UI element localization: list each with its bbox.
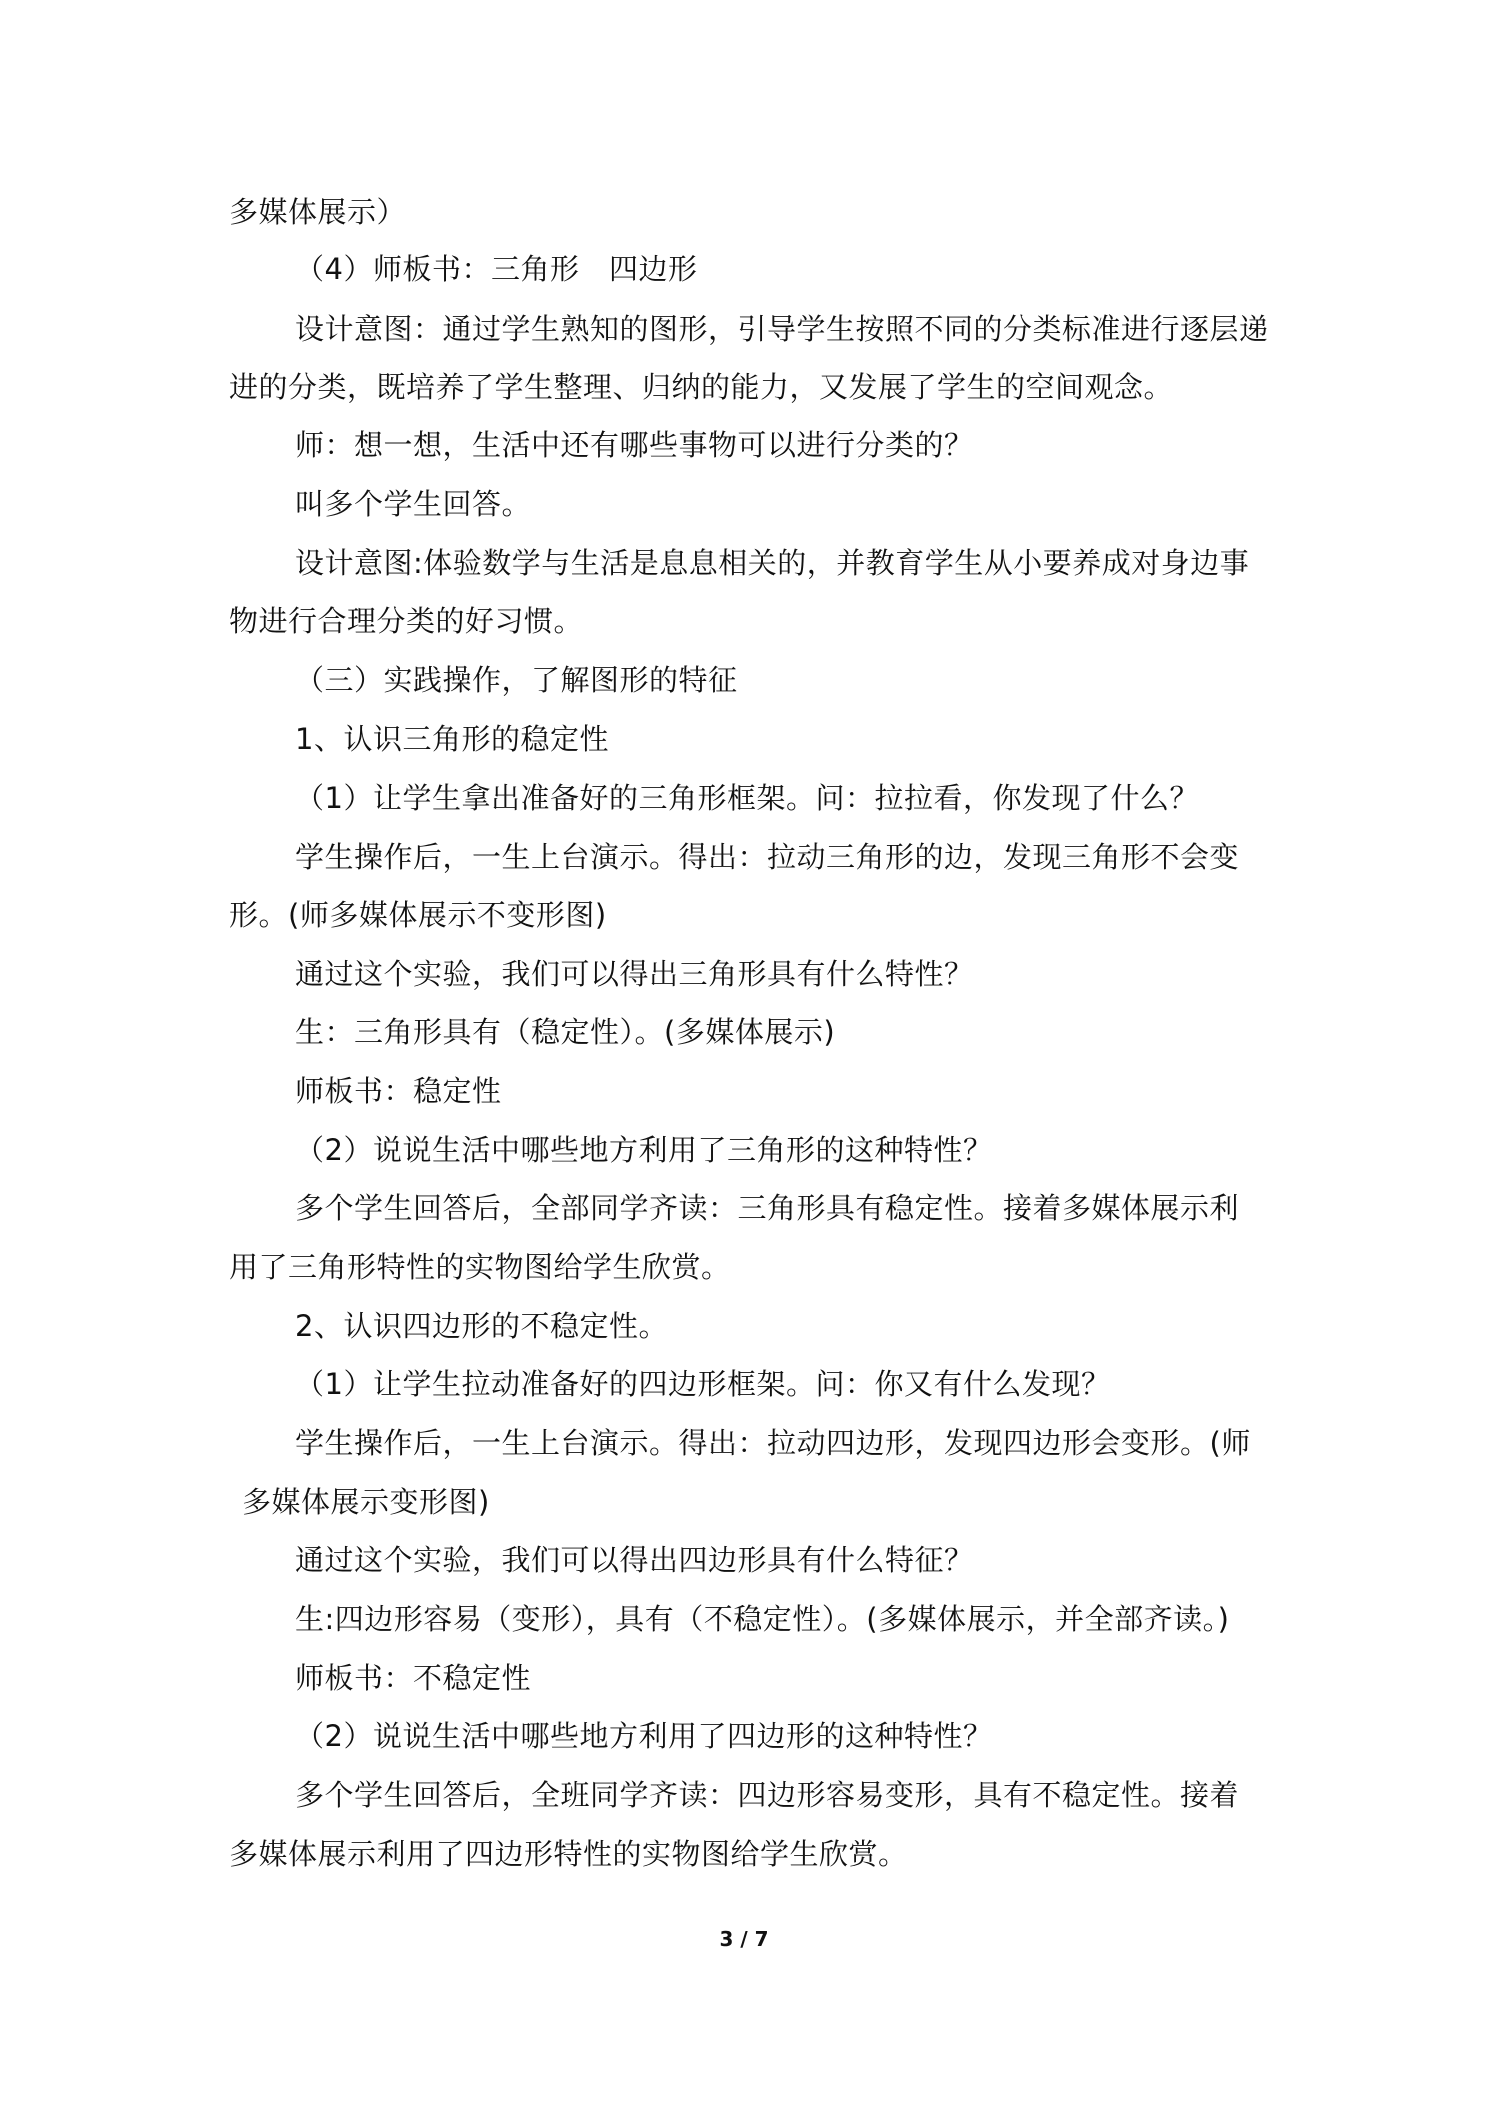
text-line: 生：三角形具有（稳定性）。(多媒体展示)	[295, 1015, 836, 1049]
text-line: 多媒体展示利用了四边形特性的实物图给学生欣赏。	[229, 1837, 908, 1871]
text-line: 通过这个实验，我们可以得出四边形具有什么特征？	[295, 1543, 974, 1577]
text-line: （1）让学生拉动准备好的四边形框架。问：你又有什么发现？	[295, 1367, 1111, 1401]
text-line: （1）让学生拿出准备好的三角形框架。问：拉拉看，你发现了什么？	[295, 781, 1199, 815]
text-line: 通过这个实验，我们可以得出三角形具有什么特性？	[295, 957, 974, 991]
text-line: 多媒体展示变形图)	[242, 1485, 490, 1519]
text-line: 多媒体展示）	[229, 195, 407, 229]
text-line: （2）说说生活中哪些地方利用了三角形的这种特性？	[295, 1133, 993, 1167]
text-line: 设计意图:体验数学与生活是息息相关的，并教育学生从小要养成对身边事	[295, 546, 1250, 580]
text-line: 生:四边形容易（变形），具有（不稳定性）。(多媒体展示，并全部齐读。)	[295, 1602, 1230, 1636]
section-heading: （三）实践操作，了解图形的特征	[295, 663, 738, 697]
text-line: 多个学生回答后，全班同学齐读：四边形容易变形，具有不稳定性。接着	[295, 1778, 1240, 1812]
text-line: 学生操作后，一生上台演示。得出：拉动三角形的边，发现三角形不会变	[295, 840, 1240, 874]
text-line: 进的分类，既培养了学生整理、归纳的能力，又发展了学生的空间观念。	[229, 370, 1174, 404]
text-line: 物进行合理分类的好习惯。	[229, 604, 584, 638]
text-line: （2）说说生活中哪些地方利用了四边形的这种特性？	[295, 1719, 993, 1753]
text-line: 形。(师多媒体展示不变形图)	[229, 898, 607, 932]
text-line: 用了三角形特性的实物图给学生欣赏。	[229, 1250, 731, 1284]
subsection-heading: 1、认识三角形的稳定性	[295, 722, 609, 756]
text-line: （4）师板书：三角形 四边形	[295, 252, 698, 286]
text-line: 师板书：不稳定性	[295, 1661, 532, 1695]
text-line: 设计意图：通过学生熟知的图形，引导学生按照不同的分类标准进行逐层递	[295, 312, 1269, 346]
text-line: 师板书：稳定性	[295, 1074, 502, 1108]
page-number: 3 / 7	[719, 1927, 769, 1951]
text-line: 多个学生回答后，全部同学齐读：三角形具有稳定性。接着多媒体展示利	[295, 1191, 1240, 1225]
subsection-heading: 2、认识四边形的不稳定性。	[295, 1309, 668, 1343]
text-line: 叫多个学生回答。	[295, 487, 532, 521]
text-line: 学生操作后，一生上台演示。得出：拉动四边形，发现四边形会变形。(师	[295, 1426, 1251, 1460]
text-line: 师：想一想，生活中还有哪些事物可以进行分类的？	[295, 428, 974, 462]
